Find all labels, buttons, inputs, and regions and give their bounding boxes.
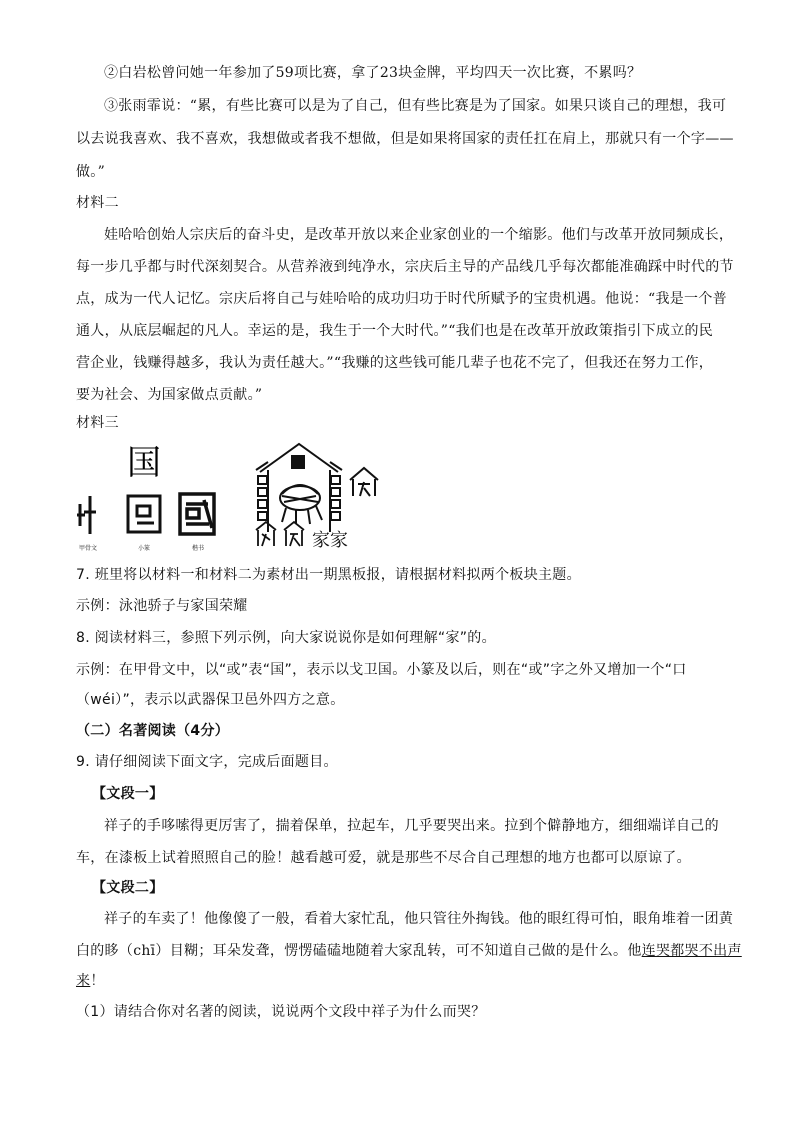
material2-line2: 每一步几乎都与时代深刻契合。从营养液到纯净水，宗庆后主导的产品线几乎每次都能准确踩中时代的节 <box>76 259 734 275</box>
material2-line6: 要为社会、为国家做点贡献。” <box>76 387 263 403</box>
material3-heading: 材料三 <box>76 415 119 431</box>
question-9-1: （1）请结合你对名著的阅读，说说两个文段中祥子为什么而哭？ <box>76 1004 486 1020</box>
guo-oracle-glyph <box>77 496 96 534</box>
passage-1-line2: 车，在漆板上试着照照自己的脸！越看越可爱，就是那些不尽合自己理想的地方也都可以原谅了。 <box>76 850 691 866</box>
guo-seal-glyph <box>128 496 160 532</box>
material1-item3-line1: ③张雨霏说：“累，有些比赛可以是为了自己，但有些比赛是为了国家。如果只谈自己的理想，我可 <box>104 98 727 114</box>
question-7: 7. 班里将以材料一和材料二为素材出一期黑板报，请根据材料拟两个板块主题。 <box>76 567 581 583</box>
passage-2-line3 <box>76 965 716 998</box>
passage-1-label: 【文段一】 <box>92 786 164 802</box>
material1-item3-line2: 以去说我喜欢、我不喜欢，我想做或者我不想做，但是如果将国家的责任扛在肩上，那就只有一个字—— <box>76 131 734 147</box>
passage-2-line2-text: 白的眵（chī）目糊；耳朵发聋，愣愣磕磕地随着大家乱转，可不知道自己做的是什么。他 <box>76 943 642 959</box>
passage-2-line1: 祥子的车卖了！他像傻了一般，看着大家忙乱，他只管往外掏钱。他的眼红得可怕，眼角堆着一团黄 <box>104 911 734 927</box>
guo-character-evolution-figure <box>74 438 234 556</box>
jia-character-evolution-figure <box>252 436 402 554</box>
question-7-example: 示例：泳池骄子与家国荣耀 <box>76 598 248 614</box>
jia-oracle-glyph <box>350 468 378 496</box>
question-8-example-line1: 示例：在甲骨文中，以“或”表“国”，表示以戈卫国。小篆及以后，则在“或”字之外又增加一个“口 <box>76 662 687 678</box>
passage-1-line1: 祥子的手哆嗦得更厉害了，揣着保单，拉起车，几乎要哭出来。拉到个僻静地方，细细端详自己的 <box>104 818 719 834</box>
material2-heading: 材料二 <box>76 195 119 211</box>
passage-2-line2 <box>76 935 742 968</box>
material2-line4: 通人，从底层崛起的凡人。幸运的是，我生于一个大时代。”“我们也是在改革开放政策指引下成立的民 <box>76 323 714 339</box>
material1-item2: ②白岩松曾问她一年参加了59项比赛，拿了23块金牌，平均四天一次比赛，不累吗？ <box>104 65 642 81</box>
material2-line5: 营企业，钱赚得越多，我认为责任越大。”“我赚的这些钱可能几辈子也花不完了，但我还在努力工作， <box>76 355 714 371</box>
passage-2-underlined-phrase: 连哭都哭不出声 <box>641 943 742 959</box>
caption-xiaozhuan: 小篆 <box>137 545 151 552</box>
caption-jiaguwen: 甲骨文 <box>78 545 98 552</box>
material2-line3: 点，成为一代人记忆。宗庆后将自己与娃哈哈的成功归功于时代所赋予的宝贵机遇。他说：“我是一个普 <box>76 291 727 307</box>
passage-2-underlined-end: 来 <box>76 973 91 989</box>
material1-item3-line3: 做。” <box>76 164 106 180</box>
jia-small-evolution-glyphs <box>256 522 304 546</box>
passage-2-label: 【文段二】 <box>92 880 164 896</box>
question-8: 8. 阅读材料三，参照下列示例，向大家说说你是如何理解“家”的。 <box>76 630 496 646</box>
section-2-heading: （二）名著阅读（4分） <box>76 723 230 739</box>
question-9: 9. 请仔细阅读下面文字，完成后面题目。 <box>76 754 338 770</box>
guo-modern-glyph: 国 <box>127 443 161 483</box>
jia-bronze-house-glyph <box>256 444 342 532</box>
passage-2-line3-punct: ！ <box>90 973 105 989</box>
guo-regular-glyph <box>180 494 214 534</box>
jia-seal-regular-glyphs: 家家 <box>312 530 348 551</box>
question-8-example-line2: （wéi）”，表示以武器保卫邑外四方之意。 <box>76 692 345 708</box>
caption-kaishu: 楷书 <box>191 545 205 552</box>
material2-line1: 娃哈哈创始人宗庆后的奋斗史，是改革开放以来企业家创业的一个缩影。他们与改革开放同频成长， <box>104 227 734 243</box>
